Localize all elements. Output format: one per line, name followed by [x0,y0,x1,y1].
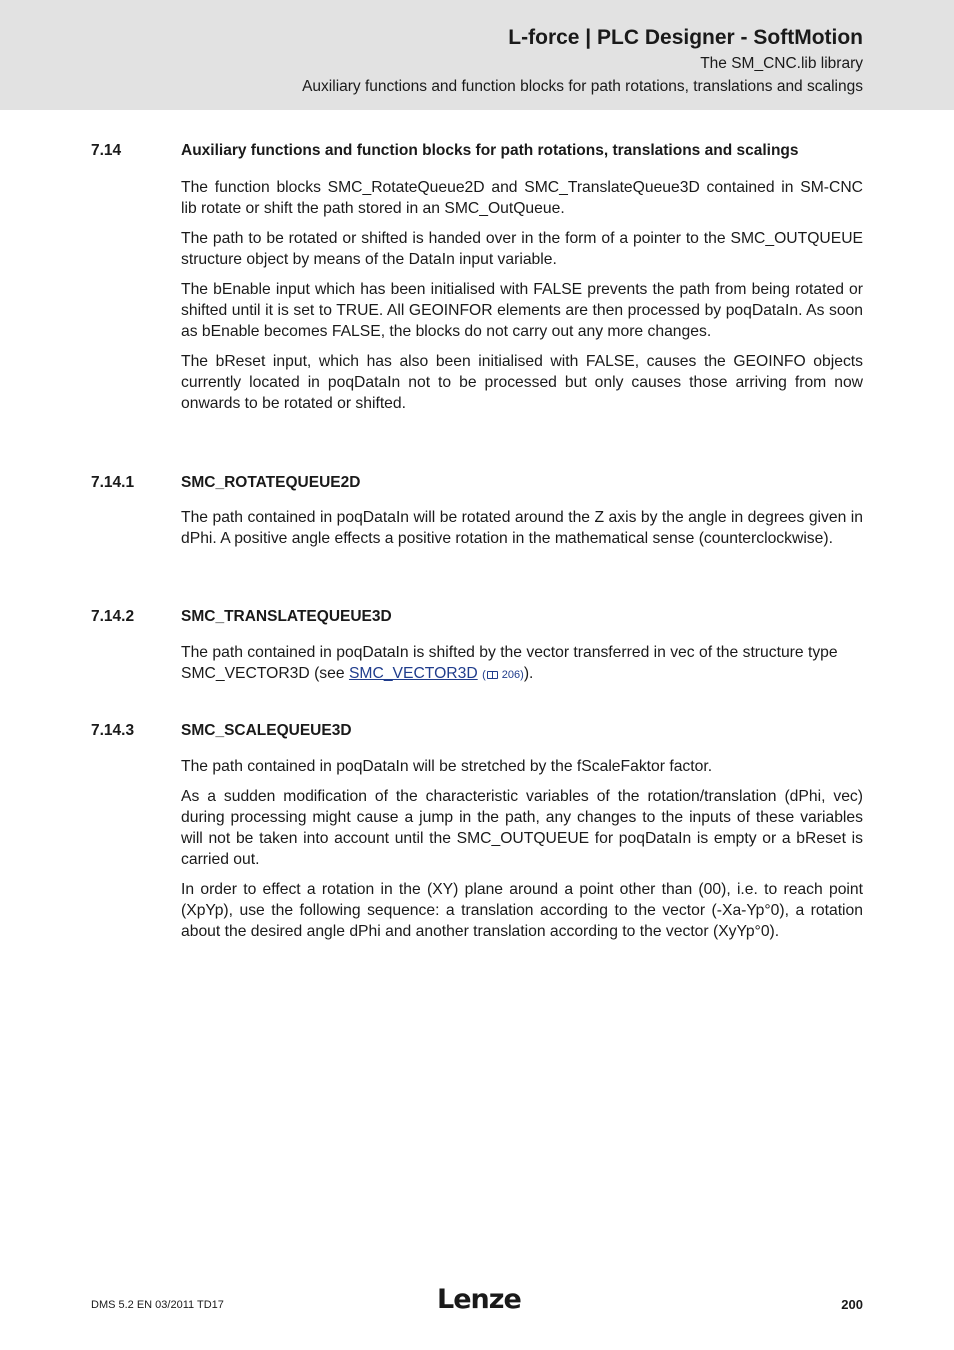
footer-page-number: 200 [841,1297,863,1312]
section-body [181,178,863,414]
paragraph: The path to be rotated or shifted is handed over in the form of a pointer to the SMC_OUTQUEUE structure object by means of the DataIn input variable. [181,230,863,268]
lenze-logo: Lenze [437,1284,521,1315]
section-body [181,643,863,686]
section-title: Auxiliary functions and function blocks for path rotations, translations and scalings [181,142,799,159]
paragraph: In order to effect a rotation in the (XY) plane around a point other than (00), i.e. to reach point (XpYp), use the following sequence: a translation according to the vector (-Xa-Yp°0), a rotation about the desired angle dPhi and another translation according to the vector (XyYp°0). [181,880,863,940]
section-number: 7.14 [91,142,122,159]
paragraph: The function blocks SMC_RotateQueue2D and SMC_TranslateQueue3D contained in SM-CNC lib rotate or shift the path stored in an SMC_OutQueue. [181,179,863,217]
paragraph: As a sudden modification of the characteristic variables of the rotation/translation (dPhi, vec) during processing might cause a jump in the path, any changes to the inputs of these variables will not be taken into account until the SMC_OUTQUEUE for poqDataIn is empty or a bReset is carried out. [181,788,863,868]
xref-close: ) [520,668,524,681]
section-7-14-3 [91,721,863,952]
section-title: SMC_ROTATEQUEUE2D [181,474,361,491]
page-header [0,0,954,110]
section-heading [91,607,863,627]
paragraph: The path contained in poqDataIn will be stretched by the fScaleFaktor factor. [181,758,713,775]
paragraph-text-end: ). [523,664,534,682]
section-heading [91,141,863,161]
section-body [181,757,863,942]
smc-vector3d-link[interactable]: SMC_VECTOR3D [348,664,478,682]
section-number: 7.14.1 [91,474,135,491]
paragraph: The bReset input, which has also been initialised with FALSE, causes the GEOINFO objects currently located in poqDataIn not to be processed but only causes those arriving from now onwards to be rotated or shifted. [181,353,863,412]
section-7-14-2 [91,607,863,695]
section-body [181,508,863,550]
section-number: 7.14.3 [91,722,135,739]
header-subtitle-chapter: Auxiliary functions and function blocks for path rotations, translations and scalings [302,78,863,95]
book-icon [487,671,498,679]
page-reference[interactable] [482,669,524,681]
section-heading [91,473,863,493]
section-7-14 [91,141,863,424]
section-title: SMC_TRANSLATEQUEUE3D [181,608,392,625]
section-7-14-1 [91,473,863,559]
paragraph [181,643,863,686]
footer-document-id: DMS 5.2 EN 03/2011 TD17 [91,1299,224,1311]
paragraph-text: The path contained in poqDataIn is shifted by the vector transferred in vec of the structure type SMC_VECTOR3D (see [181,644,838,682]
header-text-block [302,24,863,98]
section-number: 7.14.2 [91,608,135,625]
paragraph: The path contained in poqDataIn will be rotated around the Z axis by the angle in degrees given in dPhi. A positive angle effects a positive rotation in the mathematical sense (counterclockwise). [181,509,863,547]
paragraph: The bEnable input which has been initialised with FALSE prevents the path from being rotated or shifted until it is set to TRUE. All GEOINFOR elements are then processed by poqDataIn. As soon as bEnable becomes FALSE, the blocks do not carry out any more changes. [181,281,863,340]
xref-page-number: 206 [501,668,521,681]
header-title: L-force | PLC Designer - SoftMotion [508,26,863,49]
xref-open: ( [482,668,486,681]
section-title: SMC_SCALEQUEUE3D [181,722,352,739]
header-subtitle-library: The SM_CNC.lib library [700,55,863,72]
section-heading [91,721,863,741]
